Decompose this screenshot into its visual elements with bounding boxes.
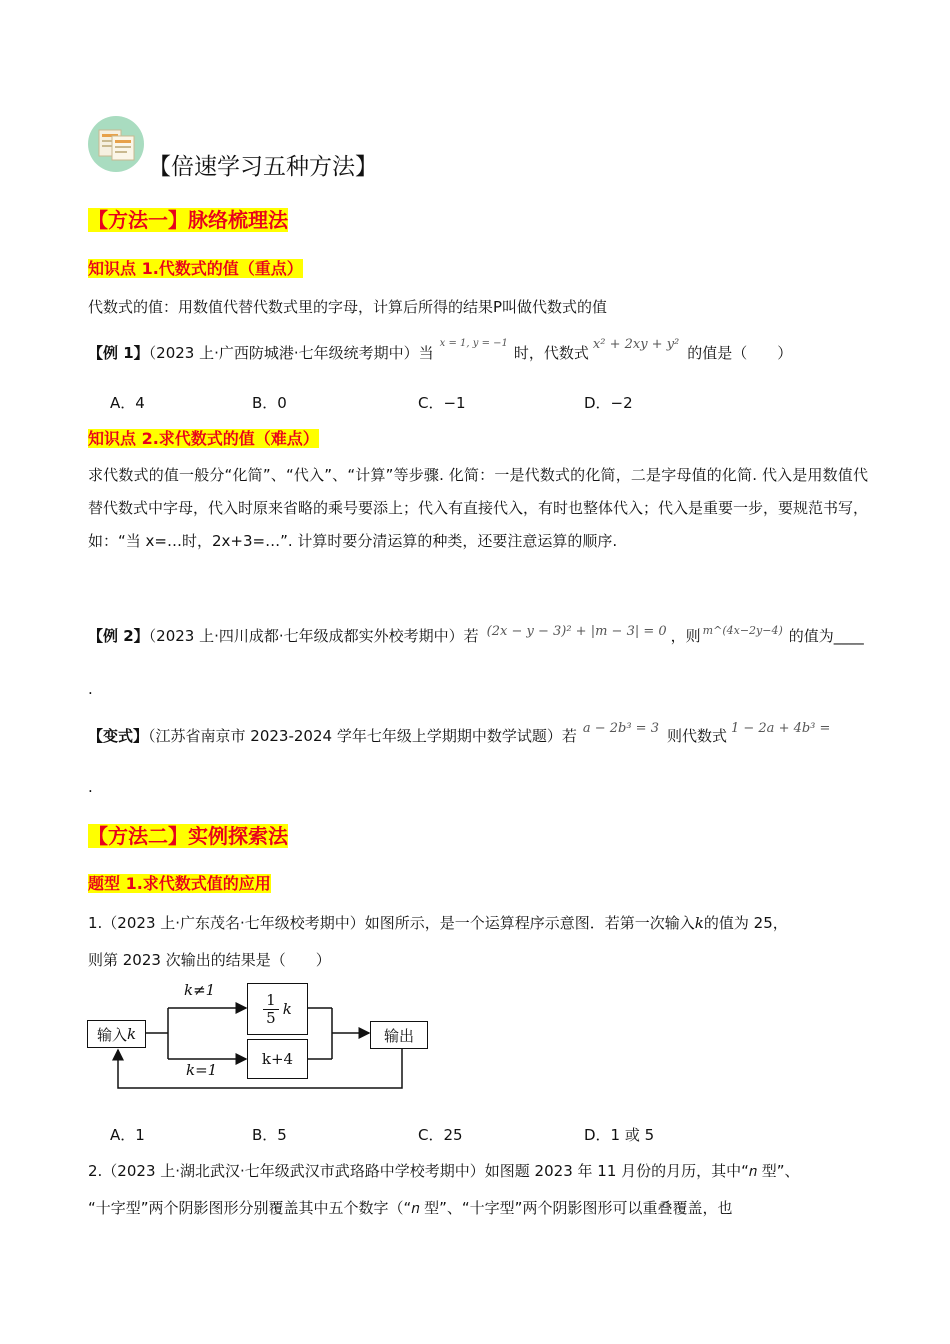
flow-cond-top: k≠1: [184, 981, 216, 999]
q1-line1-text: 1.（2023 上·广东茂名·七年级校考期中）如图所示，是一个运算程序示意图．若第一次输入: [88, 914, 695, 932]
kp1-title: [88, 259, 303, 279]
example1-mid: 时，代数式: [513, 344, 589, 362]
page-title: 【倍速学习五种方法】: [148, 154, 378, 180]
type1-title-text: 题型 1.求代数式值的应用: [88, 874, 271, 893]
flow-diagram: [80, 975, 440, 1095]
flow-input-box: [87, 1020, 146, 1048]
example2-source: （2023 上·四川成都·七年级成都实外校考期中）若: [148, 627, 479, 645]
example2-power: m^(4x−2y−4): [702, 624, 783, 637]
method1-heading: [88, 204, 288, 233]
flow-fraction-den: 5: [266, 1008, 276, 1027]
flow-output-box: [370, 1021, 428, 1049]
q1-line1: [88, 913, 788, 933]
variant-mid: 则代数式: [666, 727, 727, 745]
flow-input-label: 输入: [96, 1025, 127, 1044]
variant-source: （江苏省南京市 2023-2024 学年七年级上学期期中数学试题）若: [148, 727, 577, 745]
example1-option-c: C．−1: [418, 394, 466, 412]
q1-line1b: 的值为 25，: [703, 914, 788, 932]
variant-expression: a − 2b³ = 3: [582, 721, 659, 736]
example2-end-dot: .: [88, 680, 93, 698]
variant-label: 【变式】: [88, 727, 149, 745]
method1-heading-text: 【方法一】脉络梳理法: [88, 208, 288, 232]
q2-line2: “十字型”两个阴影图形分别覆盖其中五个数字（“𝑛 型”、“十字型”两个阴影图形可以重叠覆盖，也: [88, 1199, 733, 1217]
q1-option-d: D．1 或 5: [584, 1126, 655, 1144]
flow-cond-bottom: k=1: [186, 1061, 218, 1079]
kp1-title-text: 知识点 1.代数式的值（重点）: [88, 259, 303, 278]
q1-option-a: A．1: [110, 1126, 145, 1144]
example1-condition: x = 1, y = −1: [439, 338, 508, 349]
flow-box-divide: [247, 983, 308, 1035]
example1: [88, 337, 793, 366]
variant: [88, 721, 831, 748]
flow-fraction: [263, 992, 279, 1027]
flow-input-var: k: [126, 1025, 137, 1043]
kp2-title: [88, 429, 319, 449]
method2-heading-text: 【方法二】实例探索法: [88, 824, 288, 848]
example1-tail: 的值是（ ）: [687, 344, 793, 362]
example2-tail: 的值为____: [788, 627, 864, 645]
example1-option-b: B．0: [252, 394, 287, 412]
flow-box-add-label: k+4: [261, 1050, 294, 1068]
flow-box-add: [247, 1039, 308, 1079]
example1-option-d: D．−2: [584, 394, 633, 412]
q1-var: k: [694, 914, 704, 932]
flow-output-label: 输出: [383, 1026, 414, 1045]
example2-mid: ，则: [670, 627, 701, 645]
flow-fraction-var: k: [282, 1000, 292, 1018]
variant-expression2: 1 − 2a + 4b³ =: [730, 721, 831, 736]
q2-line1: 2.（2023 上·湖北武汉·七年级武汉市武珞路中学校考期中）如图题 2023 年 11 月份的月历，其中“𝑛 型”、: [88, 1162, 800, 1180]
kp2-title-text: 知识点 2.求代数式的值（难点）: [88, 429, 319, 448]
q1-option-c: C．25: [418, 1126, 463, 1144]
example1-source: （2023 上·广西防城港·七年级统考期中）当: [148, 344, 434, 362]
kp2-body: 求代数式的值一般分“化简”、“代入”、“计算”等步骤. 化简：一是代数式的化简，二是字母值的化简. 代入是用数值代替代数式中字母，代入时原来省略的乘号要添上；代入有直接代入，有时也整体代入；代入是重要一步，要规范书写，如：“当 x=…时，2x+3=…”. 计算时要分清运算的种类，还要注意运算的顺序.: [88, 466, 869, 550]
example2-label: 【例 2】: [88, 627, 149, 645]
kp1-definition: 代数式的值：用数值代替代数式里的字母，计算后所得的结果P叫做代数式的值: [88, 298, 608, 316]
type1-title: [88, 874, 271, 894]
flow-fraction-num: 1: [263, 992, 279, 1010]
example1-label: 【例 1】: [88, 344, 149, 362]
q1-line2: 则第 2023 次输出的结果是（ ）: [88, 951, 331, 969]
example2: [88, 626, 864, 648]
variant-end-dot: .: [88, 778, 93, 796]
q1-option-b: B．5: [252, 1126, 287, 1144]
example2-expression: (2x − y − 3)² + |m − 3| = 0: [486, 624, 667, 639]
example1-expression: x² + 2xy + y²: [592, 337, 680, 352]
example1-option-a: A．4: [110, 394, 145, 412]
document-icon: [88, 116, 144, 172]
method2-heading: [88, 820, 288, 849]
